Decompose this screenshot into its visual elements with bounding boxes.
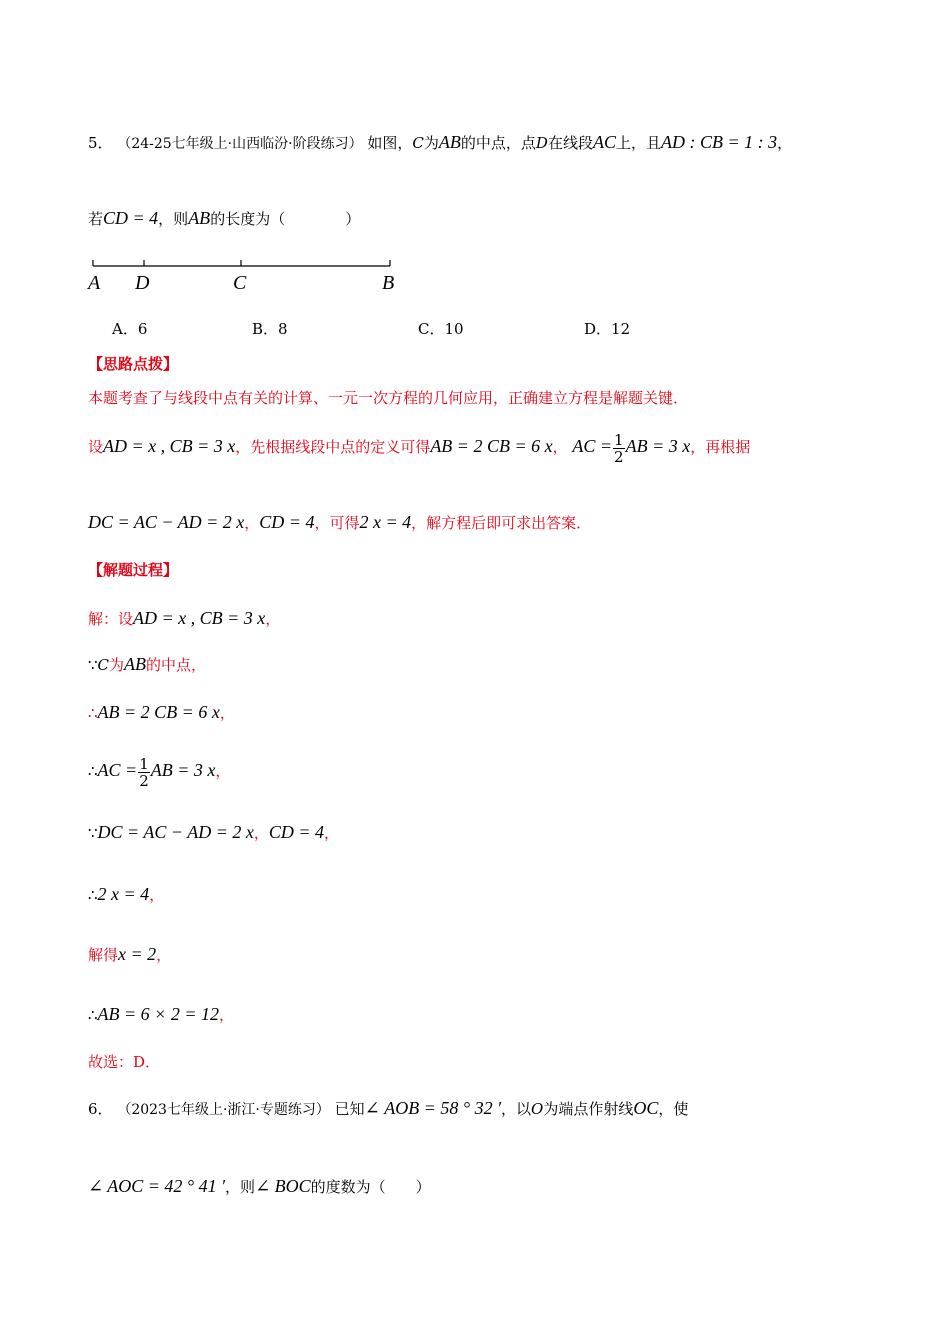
solution-text: 为 bbox=[109, 656, 125, 674]
because-symbol: ∵ bbox=[88, 824, 98, 842]
solution-eq-cd: CD = 4 bbox=[268, 822, 324, 842]
q5-var-c: C bbox=[412, 134, 424, 152]
q5-stem-text: 若 bbox=[88, 210, 104, 228]
q6-stem-text: 已知 bbox=[334, 1100, 365, 1118]
therefore-symbol: ∴ bbox=[88, 1006, 98, 1024]
q5-number: 5． bbox=[88, 134, 113, 152]
fraction-denominator: 2 bbox=[139, 771, 149, 790]
solution-step-3 bbox=[88, 702, 235, 723]
option-b[interactable]: B．8 bbox=[252, 320, 288, 338]
solution-segment-ab: AB bbox=[124, 654, 147, 674]
solution-text: 的中点， bbox=[146, 656, 207, 674]
solution-answer: 故选：D． bbox=[88, 1053, 161, 1071]
solution-text: ， bbox=[215, 762, 231, 780]
q6-var-o: O bbox=[531, 1100, 544, 1118]
solution-text: ， bbox=[218, 1006, 234, 1024]
solution-eq-ac: AC = bbox=[97, 760, 138, 780]
because-symbol: ∵ bbox=[88, 656, 98, 674]
q5-stem-text: 如图， bbox=[367, 134, 413, 152]
option-a[interactable]: A．6 bbox=[112, 320, 148, 338]
solution-text: 解：设 bbox=[88, 610, 134, 628]
solution-eq: 2 x = 4 bbox=[97, 884, 150, 904]
label-d: D bbox=[135, 272, 150, 294]
q5-ratio: AD : CB = 1 : 3 bbox=[660, 132, 778, 152]
solution-text: ， bbox=[219, 704, 235, 722]
solution-eq: x = 2 bbox=[118, 944, 157, 964]
analysis-eq-ad-cb: AD = x , CB = 3 x bbox=[103, 436, 236, 456]
q5-stem-text: 在线段 bbox=[547, 134, 593, 152]
solution-text: ， bbox=[324, 824, 340, 842]
solution-eq: AD = x , CB = 3 x bbox=[133, 608, 266, 628]
q6-stem-text: ，使 bbox=[658, 1100, 689, 1118]
q5-segment-ab: AB bbox=[438, 132, 461, 152]
analysis-p1: 本题考查了与线段中点有关的计算、一元一次方程的几何应用，正确建立方程是解题关键． bbox=[88, 389, 689, 407]
option-d[interactable]: D．12 bbox=[584, 320, 631, 338]
label-c: C bbox=[233, 272, 247, 294]
solution-text: ， bbox=[149, 886, 165, 904]
fraction-denominator: 2 bbox=[614, 447, 624, 466]
q5-stem-text: 的长度为（ ） bbox=[210, 210, 361, 228]
label-a: A bbox=[88, 272, 101, 294]
solution-step-8 bbox=[88, 1004, 234, 1025]
q6-source: （2023七年级上·浙江·专题练习） bbox=[117, 1102, 330, 1118]
q5-stem-text: 的中点，点 bbox=[460, 134, 536, 152]
solution-step-6 bbox=[88, 884, 164, 905]
analysis-text: ，先根据线段中点的定义可得 bbox=[235, 438, 431, 456]
analysis-text: ，可得 bbox=[314, 514, 360, 532]
q6-stem-text: ，以 bbox=[501, 1100, 532, 1118]
q5-stem-text: 为 bbox=[423, 134, 439, 152]
solution-eq: AB = 3 x bbox=[150, 760, 216, 780]
solution-text: 解得 bbox=[88, 946, 119, 964]
solution-eq-dc: DC = AC − AD = 2 x bbox=[97, 822, 254, 842]
analysis-text: ， bbox=[552, 438, 568, 456]
q6-stem-text: 为端点作射线 bbox=[543, 1100, 634, 1118]
q5-line1 bbox=[88, 132, 792, 154]
q5-source: （24-25七年级上·山西临汾·阶段练习） bbox=[117, 136, 363, 152]
analysis-p2 bbox=[88, 430, 750, 465]
q6-number: 6． bbox=[88, 1100, 113, 1118]
analysis-text: ，解方程后即可求出答案． bbox=[411, 514, 592, 532]
q5-stem-text: ， bbox=[777, 134, 793, 152]
analysis-eq-cd: CD = 4 bbox=[259, 512, 315, 532]
therefore-symbol: ∴ bbox=[88, 762, 98, 780]
option-c[interactable]: C．10 bbox=[418, 320, 464, 338]
analysis-heading: 【思路点拨】 bbox=[88, 355, 179, 373]
q6-angle-boc: ∠ BOC bbox=[255, 1176, 311, 1196]
analysis-text: ，再根据 bbox=[690, 438, 751, 456]
fraction-numerator: 1 bbox=[139, 754, 149, 773]
label-b: B bbox=[382, 272, 395, 294]
analysis-eq-dc: DC = AC − AD = 2 x bbox=[88, 512, 245, 532]
solution-step-2 bbox=[88, 654, 206, 675]
analysis-p3 bbox=[88, 512, 591, 533]
solution-text: ， bbox=[156, 946, 172, 964]
q6-angle-aob: ∠ AOB = 58 ° 32 ′ bbox=[364, 1098, 502, 1118]
analysis-eq-2x: 2 x = 4 bbox=[359, 512, 412, 532]
q5-stem-text: ，则 bbox=[158, 210, 189, 228]
q5-line2 bbox=[88, 208, 360, 229]
solution-var-c: C bbox=[97, 656, 110, 674]
solution-step-5 bbox=[88, 822, 339, 843]
solution-step-7 bbox=[88, 944, 171, 965]
analysis-eq-ab-3x: AB = 3 x bbox=[625, 436, 691, 456]
solution-eq: AB = 2 CB = 6 x bbox=[97, 702, 220, 722]
analysis-fraction-half bbox=[613, 432, 625, 465]
q6-line1 bbox=[88, 1098, 688, 1120]
q6-angle-aoc: ∠ AOC = 42 ° 41 ′ bbox=[88, 1176, 226, 1196]
q6-stem-text: 的度数为（ ） bbox=[310, 1178, 431, 1196]
q5-segment-ab: AB bbox=[188, 208, 211, 228]
solution-text: ， bbox=[265, 610, 281, 628]
therefore-symbol: ∴ bbox=[88, 886, 98, 904]
q5-segment-figure bbox=[80, 252, 410, 300]
solution-step-4 bbox=[88, 754, 230, 789]
analysis-eq-ac: AC = bbox=[572, 436, 613, 456]
analysis-text: 设 bbox=[88, 438, 104, 456]
analysis-eq-ab: AB = 2 CB = 6 x bbox=[430, 436, 553, 456]
fraction-numerator: 1 bbox=[614, 430, 624, 449]
analysis-text: ， bbox=[244, 514, 260, 532]
q5-stem-text: 上，且 bbox=[615, 134, 661, 152]
q6-line2 bbox=[88, 1176, 431, 1197]
solution-step-1 bbox=[88, 608, 280, 629]
solution-text: ， bbox=[253, 824, 269, 842]
q6-ray-oc: OC bbox=[633, 1098, 659, 1118]
q5-cd-equation: CD = 4 bbox=[103, 208, 159, 228]
q5-var-d: D bbox=[535, 134, 548, 152]
solution-heading: 【解题过程】 bbox=[88, 561, 179, 579]
solution-fraction-half bbox=[138, 756, 150, 789]
q6-stem-text: ，则 bbox=[225, 1178, 256, 1196]
therefore-symbol: ∴ bbox=[88, 704, 98, 722]
q5-segment-ac: AC bbox=[592, 132, 616, 152]
solution-eq: AB = 6 × 2 = 12 bbox=[97, 1004, 219, 1024]
